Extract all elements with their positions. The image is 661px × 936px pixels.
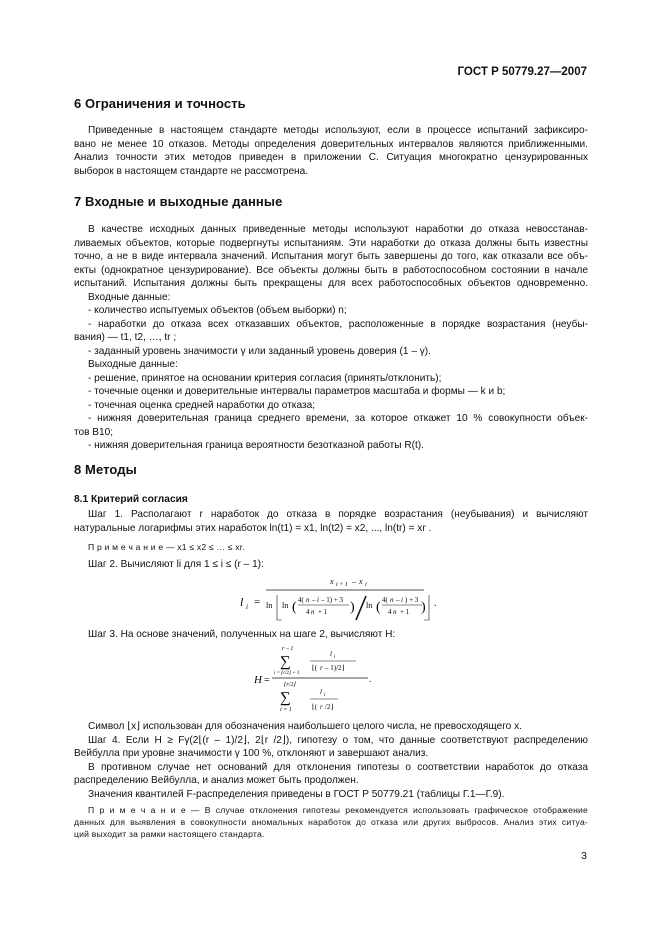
svg-text:⌊(: ⌊( [312,664,318,672]
section-7-text [74,223,588,453]
svg-text:i: i [401,596,403,604]
svg-text:ln: ln [266,601,273,610]
svg-text:l: l [320,688,322,696]
text-line: ций выходит за рамки настоящего стандарта. [74,829,265,839]
svg-text:n: n [306,596,310,604]
svg-text:⌊r/2⌋: ⌊r/2⌋ [284,682,296,688]
svg-text:4(: 4( [382,596,388,604]
text-line: Приведенные в настоящем стандарте методы используют, если в процессе испытаний зафиксиро- [88,125,588,136]
text-line: Анализ точности этих методов приведен в приложении С. Ситуация многократно цензурированных [74,152,588,163]
text-line: Входные данные: [88,291,171,303]
text-line: Значения квантилей F-распределения приведены в ГОСТ Р 50779.21 (таблицы Г.1—Г.9). [88,788,505,800]
text-line: вания) — t1, t2, …, tr ; [74,332,177,343]
text-line: вано не менее 10 отказов. Методы определения доверительных интервалов являются приближенными. [74,138,588,150]
page-number: 3 [581,850,587,862]
list-item: - заданный уровень значимости γ или заданный уровень доверия (1 – γ). [88,345,431,357]
svg-text:) + 3: ) + 3 [405,596,419,604]
svg-text:i: i [334,655,336,660]
text-line: В противном случае нет оснований для отклонения гипотезы о соответствии наработок до отказа [88,761,588,773]
svg-text:i: i [324,693,326,698]
note-2 [74,804,588,840]
svg-text:H: H [254,674,262,686]
svg-text:i = 1: i = 1 [280,707,292,713]
svg-text:l: l [240,595,244,609]
svg-text:+ 1: + 1 [318,608,328,616]
svg-text:i = ⌊r/2⌋ + 1: i = ⌊r/2⌋ + 1 [274,671,300,676]
svg-text:i: i [365,582,367,588]
list-item: - решение, принятое на основании критерия согласия (принять/отклонить); [88,372,442,384]
svg-text:): ) [350,600,355,615]
text-line: выборок в настоящем стандарте не рассмотрена. [74,165,309,177]
text-line: Шаг 2. Вычисляют li для 1 ≤ i ≤ (r – 1): [88,559,264,570]
step-3-text [74,628,588,642]
svg-text:l: l [330,650,332,658]
list-item: - точечная оценка средней наработки до отказа; [88,399,315,411]
svg-text:x: x [359,577,363,586]
svg-text:– 1) + 3: – 1) + 3 [321,596,344,604]
svg-text:–: – [396,596,400,604]
svg-text:i: i [317,596,319,604]
formula-H-svg [252,644,392,720]
formula-li-svg [232,574,462,626]
svg-text:4(: 4( [298,596,304,604]
svg-text:/2⌋: /2⌋ [325,703,334,711]
svg-text:.: . [369,674,372,684]
svg-text:∑: ∑ [280,654,291,670]
list-item: - нижняя доверительная граница вероятности безотказной работы R(t). [88,440,424,451]
section-6-text [74,124,588,178]
text-line: екты (однократное цензурирование). Все объекты должны быть в работоспособном состоянии в начале [74,264,588,276]
svg-text:∑: ∑ [280,690,291,706]
section-6-title: 6 Ограничения и точность [74,96,246,111]
text-line: ливаемых объектов, которые подвергнуты испытаниям. Эти наработки до отказа должны быть известны [74,237,588,249]
text-line: тов B10; [74,426,114,438]
svg-text:i: i [246,603,248,611]
svg-text:–: – [352,577,356,586]
svg-text:=: = [254,596,261,608]
svg-text:⌊(: ⌊( [312,703,318,711]
svg-text:ln: ln [282,601,289,610]
svg-text:i + 1: i + 1 [336,582,348,588]
svg-text:– 1)/2⌋: – 1)/2⌋ [325,664,345,672]
svg-text:): ) [421,600,426,615]
formula-li [232,574,462,629]
section-8-title: 8 Методы [74,462,137,477]
text-line: Вейбулла при уровне значимости γ 100 %, отклоняют и завершают анализ. [74,748,429,759]
text-line: Шаг 4. Если H ≥ Fγ(2⌊(r – 1)/2⌋, 2⌊r /2⌋), гипотезу о том, что данные соответствуют распределению [88,734,588,746]
step-2-text [74,558,588,572]
svg-text:x: x [330,577,334,586]
list-item: - точечные оценки и доверительные интервалы параметров масштаба и формы — k и b; [88,386,506,397]
svg-text:(: ( [292,600,297,615]
text-line: точно, а не в виде интервала значений. Испытания могут быть завершены до того, как отказали все объ- [74,251,588,262]
formula-H [252,644,392,723]
text-line: данных для выявления в совокупности аномальных наработок до отказа или других выбросов. Анализ этих ситуа- [74,817,588,827]
svg-text:ln: ln [366,601,373,610]
svg-text:n: n [390,596,394,604]
svg-text:4: 4 [306,608,310,616]
svg-text:r: r [320,664,323,672]
svg-text:r – 1: r – 1 [282,646,294,652]
text-line: Шаг 1. Располагают r наработок до отказа в порядке возрастания (неубывания) и вычисляют [88,509,588,520]
section-7-title: 7 Входные и выходные данные [74,194,283,209]
svg-text:–: – [312,596,316,604]
text-line: Выходные данные: [88,359,178,370]
document-id: ГОСТ Р 50779.27—2007 [457,66,587,78]
text-line: испытаний. Испытания должны быть прекращены для всех работоспособных объектов одновременно. [74,278,588,289]
list-item: - количество испытуемых объектов (объем выборки) n; [88,305,347,316]
step-1-text [74,508,588,535]
text-line: П р и м е ч а н и е — В случае отклонения гипотезы рекомендуется использовать графическое отображение [88,805,588,815]
svg-text:n: n [311,608,315,616]
steps-text [74,720,588,801]
text-line: распределению Вейбулла, и анализ может быть продолжен. [74,775,359,786]
list-item: - наработки до отказа всех отказавших объектов, расположенные в порядке возрастания (неубы- [88,318,588,330]
svg-text:=: = [264,675,270,686]
text-line: Символ ⌊x⌋ использован для обозначения наибольшего целого числа, не превосходящего x. [88,721,522,732]
svg-text:4: 4 [388,608,392,616]
svg-text:+ 1: + 1 [400,608,410,616]
svg-text:n: n [393,608,397,616]
subsection-8-1-title: 8.1 Критерий согласия [74,494,188,505]
list-item: - нижняя доверительная граница среднего времени, за которое откажет 10 % совокупности объек- [88,413,588,424]
text-line: В качестве исходных данных приведенные методы используют наработки до отказа невосстанав- [88,224,588,235]
svg-text:r: r [320,703,323,711]
svg-text:.: . [434,598,437,609]
text-line: натуральные логарифмы этих наработок ln(t1) = x1, ln(t2) = x2, ..., ln(tr) = xr . [74,522,432,534]
text-line: Шаг 3. На основе значений, полученных на шаге 2, вычисляют H: [88,629,396,640]
note-1: П р и м е ч а н и е — x1 ≤ x2 ≤ … ≤ xr. [88,542,245,552]
svg-text:(: ( [376,600,381,615]
